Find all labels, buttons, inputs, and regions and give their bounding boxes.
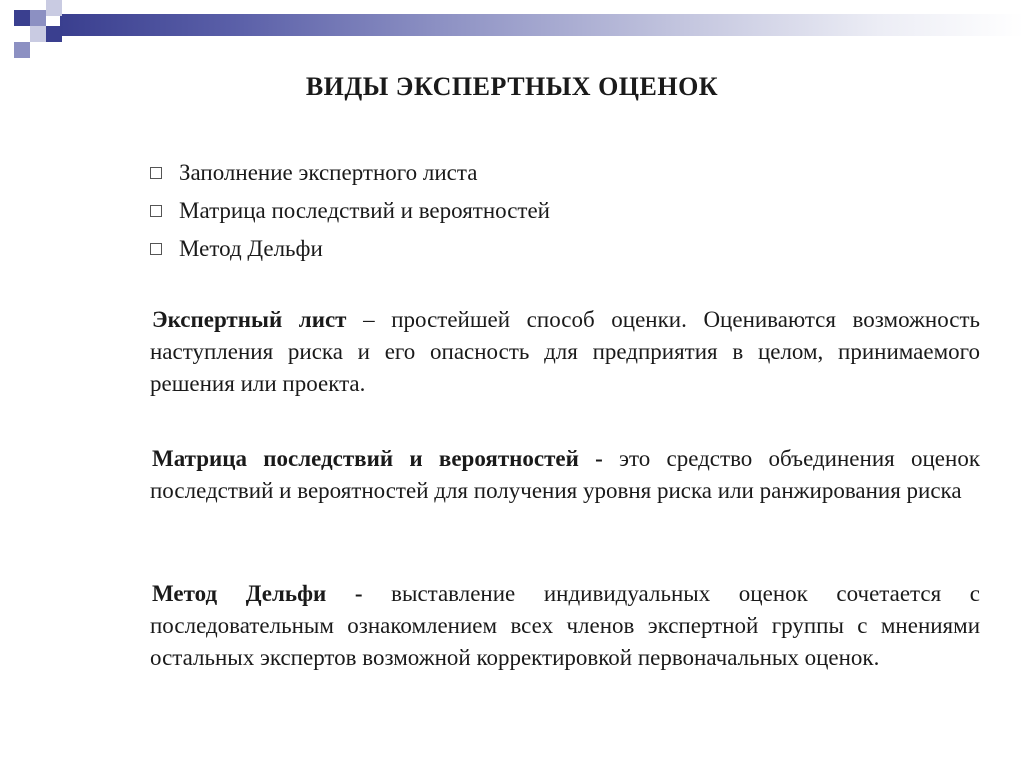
hollow-square-bullet-icon <box>150 205 162 217</box>
definition-separator <box>363 581 392 606</box>
decor-square <box>14 42 30 58</box>
bullet-item <box>150 230 550 268</box>
hollow-square-bullet-icon <box>150 167 162 179</box>
definition-text: выставление индивидуальных оценок сочетается с последовательным ознакомлением всех членов экспертной группы с мнениями остальных экспертов возможной корректировкой первоначальных оценок. <box>150 581 980 670</box>
decor-square <box>30 26 46 42</box>
bullet-list <box>150 154 550 268</box>
decor-square <box>46 0 62 16</box>
definition-term: Экспертный лист <box>152 307 347 332</box>
definition-paragraph <box>150 304 980 400</box>
bullet-item <box>150 192 550 230</box>
bullet-item <box>150 154 550 192</box>
definition-separator <box>603 446 619 471</box>
hollow-square-bullet-icon <box>150 243 162 255</box>
definition-paragraph <box>150 578 980 674</box>
definition-paragraph <box>150 443 980 507</box>
bullet-text: Матрица последствий и вероятностей <box>179 198 550 223</box>
definition-text: простейшей способ оценки. Оцениваются возможность наступления риска и его опасность для предприятия в целом, принимаемого решения или проекта. <box>150 307 981 396</box>
decor-square <box>14 10 30 26</box>
bullet-text: Заполнение экспертного листа <box>179 160 478 185</box>
definition-term: Матрица последствий и вероятностей - <box>152 446 603 471</box>
definition-term: Метод Дельфи - <box>152 581 363 606</box>
header-gradient-bar <box>60 14 1024 36</box>
definition-separator: – <box>346 307 392 332</box>
decor-square <box>30 10 46 26</box>
definition-text: это средство объединения оценок последствий и вероятностей для получения уровня риска или ранжирования риска <box>150 446 980 503</box>
bullet-text: Метод Дельфи <box>179 236 323 261</box>
decor-square <box>46 26 62 42</box>
slide-title: ВИДЫ ЭКСПЕРТНЫХ ОЦЕНОК <box>305 72 719 101</box>
